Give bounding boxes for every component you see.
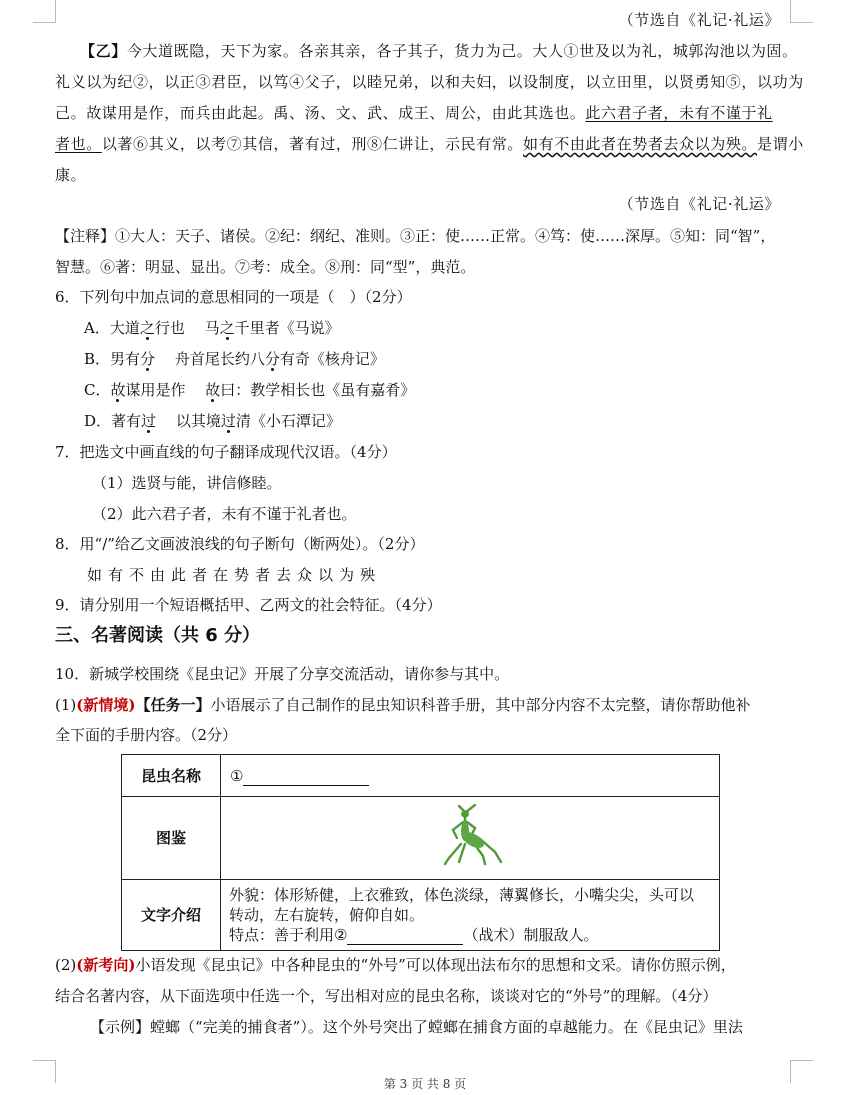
option-text: B．男有 (84, 350, 141, 368)
subquestion-number: (2) (55, 956, 77, 974)
passage-line: 今大道既隐，天下为家。各亲其亲，各子其子，货力为己。大人①世及以为礼，城郭沟池以为固。 (126, 42, 798, 60)
option-text: 清《小石潭记》 (235, 412, 341, 430)
subquestion-text: 结合名著内容，从下面选项中任选一个，写出相对应的昆虫名称，谈谈对它的“外号”的理解。（4分） (55, 987, 718, 1005)
table-cell-description (221, 880, 720, 951)
subquestion-number: (1) (55, 696, 77, 714)
description-text: 特点：善于利用② (229, 926, 348, 944)
option-text: 有奇《核舟记》 (279, 350, 385, 368)
insect-handbook-table (121, 754, 720, 951)
passage-line: 礼义以为纪②，以正③君臣，以笃④父子，以睦兄弟，以和夫妇，以设制度，以立田里，以贤勇知⑤，以功为 (55, 73, 804, 91)
dotted-word: 之 (139, 319, 155, 337)
mantis-image (435, 804, 505, 868)
answer-blank-1[interactable] (243, 769, 369, 786)
description-line: 外貌：体形矫健，上衣雅致，体色淡绿，薄翼修长，小嘴尖尖，头可以 (229, 886, 695, 904)
question-6-option-b (84, 349, 385, 369)
subquestion-text: 小语展示了自己制作的昆虫知识科普手册，其中部分内容不太完整，请你帮助他补 (210, 696, 751, 714)
question-7-stem: 7．把选文中画直线的句子翻译成现代汉语。（4分） (55, 443, 397, 461)
option-text: 曰：教学相长也《虽有嘉肴》 (220, 381, 416, 399)
question-8-stem: 8．用“/”给乙文画波浪线的句子断句（断两处）。（2分） (55, 535, 425, 553)
question-9-stem: 9．请分别用一个短语概括甲、乙两文的社会特征。（4分） (55, 596, 442, 614)
option-text: 行也 马 (154, 319, 220, 337)
dotted-word: 之 (219, 319, 235, 337)
table-cell-image (221, 797, 720, 880)
page-footer: 第 3 页 共 8 页 (383, 1077, 467, 1091)
passage-line: 康。 (55, 166, 87, 184)
crop-mark-top-right (790, 0, 813, 23)
passage-line: 是谓小 (757, 135, 804, 153)
dotted-word: 故 (110, 381, 126, 399)
dotted-word: 过 (220, 412, 236, 430)
subquestion-text: 小语发现《昆虫记》中各种昆虫的“外号”可以体现出法布尔的思想和文采。请你仿照示例， (135, 956, 736, 974)
table-label-name: 昆虫名称 (122, 755, 221, 797)
wavy-underlined-sentence: 如有不由此者在势者去众以为殃。 (523, 135, 758, 153)
notes-line: 智慧。⑥著：明显、显出。⑦考：成全。⑧刑：同“型”，典范。 (55, 258, 476, 276)
blank-number: ① (230, 766, 244, 785)
option-text: D．著有 (84, 412, 142, 430)
description-line: 转动，左右旋转，俯仰自如。 (229, 906, 425, 924)
question-6-option-a (84, 318, 340, 338)
option-text: 舟首尾长约八 (155, 350, 265, 368)
question-6-stem: 6．下列句中加点词的意思相同的一项是（ ）（2分） (55, 288, 412, 306)
passage-label: 【乙】 (80, 42, 127, 60)
dotted-word: 分 (140, 350, 156, 368)
section-3-title: 三、名著阅读（共 6 分） (55, 625, 261, 646)
source-citation-yi: （节选自《礼记·礼运》 (618, 195, 780, 213)
dotted-word: 分 (264, 350, 280, 368)
description-text: （战术）制服敌人。 (463, 926, 599, 944)
table-label-description: 文字介绍 (122, 880, 221, 951)
table-cell-name (221, 755, 720, 797)
passage-line: 己。故谋用是作，而兵由此起。禹、汤、文、武、成王、周公，由此其选也。 (55, 104, 586, 122)
task-label: 【任务一】 (135, 696, 211, 714)
straight-underlined-sentence: 者也。 (55, 135, 102, 153)
passage-line: 以著⑥其义，以考⑦其信，著有过，刑⑧仁讲让，示民有常。 (101, 135, 524, 153)
example-text: 【示例】螳螂（“完美的捕食者”）。这个外号突出了螳螂在捕食方面的卓越能力。在《昆虫记》里法 (90, 1018, 743, 1036)
option-text: 千里者《马说》 (234, 319, 340, 337)
question-6-option-d (84, 411, 341, 431)
question-10-stem: 10．新城学校围绕《昆虫记》开展了分享交流活动，请你参与其中。 (55, 665, 510, 683)
crop-mark-top-left (33, 0, 56, 23)
subquestion-text: 全下面的手册内容。（2分） (55, 726, 238, 744)
new-direction-tag: (新考向) (76, 956, 136, 974)
answer-blank-2[interactable] (347, 928, 463, 945)
table-label-image: 图鉴 (122, 797, 221, 880)
dotted-word: 过 (141, 412, 157, 430)
question-6-option-c (84, 380, 415, 400)
option-text: C． (84, 381, 111, 399)
option-text: 以其境 (156, 412, 221, 430)
option-text: 谋用是作 (125, 381, 206, 399)
dotted-word: 故 (205, 381, 221, 399)
notes-line: 【注释】①大人：天子、诸侯。②纪：纲纪、准则。③正：使……正常。④笃：使……深厚。⑤知：同“智”， (55, 227, 776, 245)
question-8-sentence: 如有不由此者在势者去众以为殃 (87, 566, 382, 584)
question-7-sentence-2: （2）此六君子者，未有不谨于礼者也。 (92, 505, 357, 523)
question-7-sentence-1: （1）选贤与能，讲信修睦。 (92, 474, 282, 492)
option-text: A．大道 (84, 319, 140, 337)
description-line (229, 925, 711, 945)
source-citation-jia: （节选自《礼记·礼运》 (618, 11, 780, 29)
straight-underlined-sentence: 此六君子者，未有不谨于礼 (585, 104, 773, 122)
new-scenario-tag: (新情境) (76, 696, 136, 714)
